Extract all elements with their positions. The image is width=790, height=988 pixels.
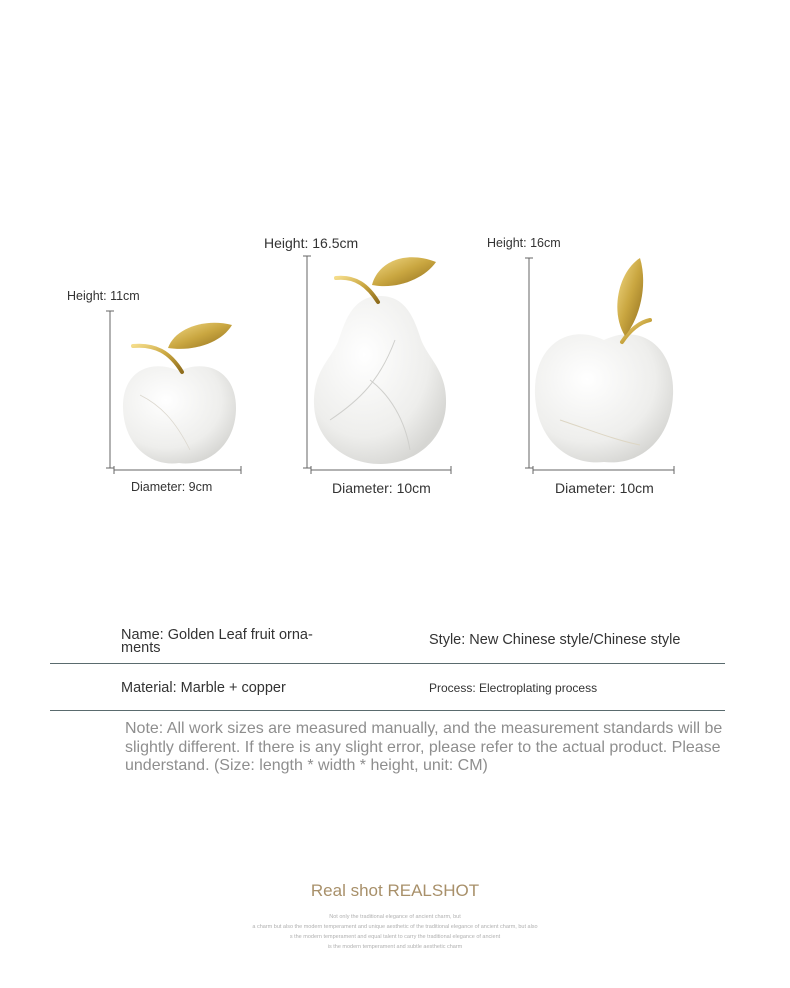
fine-print-line: is the modern temperament and subtle aesthetic charm: [327, 944, 463, 950]
spec-process: Process: Electroplating process: [429, 681, 598, 695]
pear-figure: [303, 256, 451, 474]
spec-style: Style: New Chinese style/Chinese style: [429, 632, 681, 648]
pear-body: [314, 296, 446, 464]
measurement-note: Note: All work sizes are measured manually, and the measurement standards will be slightly different. If there is any slight error, please refer to the actual product. Please understand. (Size: length * width * height, unit: CM): [125, 720, 723, 774]
large-apple-figure: [525, 258, 674, 474]
height-label-large-apple: Height: 16cm: [487, 236, 561, 250]
small-apple-leaf: [168, 323, 232, 349]
large-apple-body: [535, 334, 673, 462]
height-label-small-apple: Height: 11cm: [67, 289, 140, 303]
spec-material: Material: Marble + copper: [121, 680, 286, 696]
small-apple-figure: [106, 311, 241, 474]
height-label-pear: Height: 16.5cm: [264, 235, 359, 251]
spec-name-line1: Name: Golden Leaf fruit orna-: [121, 627, 313, 643]
diameter-label-small-apple: Diameter: 9cm: [131, 480, 213, 494]
diameter-label-large-apple: Diameter: 10cm: [555, 480, 654, 496]
spec-name: [121, 629, 313, 655]
diameter-label-pear: Diameter: 10cm: [332, 480, 431, 496]
real-shot-title: Real shot REALSHOT: [310, 881, 480, 900]
spec-divider-top: [50, 663, 725, 664]
spec-divider-bottom: [50, 710, 725, 711]
fine-print-line: Not only the traditional elegance of ancient charm, but: [329, 914, 461, 920]
fine-print: [220, 912, 570, 952]
small-apple-body: [123, 366, 236, 463]
spec-name-line2: ments: [121, 640, 161, 656]
fine-print-line: a charm but also the modern temperament and unique aesthetic of the traditional elegance of ancient charm, but also: [252, 924, 538, 930]
fine-print-line: s the modern temperament and equal talent to carry the traditional elegance of ancient: [289, 934, 501, 940]
pear-leaf: [372, 257, 436, 286]
